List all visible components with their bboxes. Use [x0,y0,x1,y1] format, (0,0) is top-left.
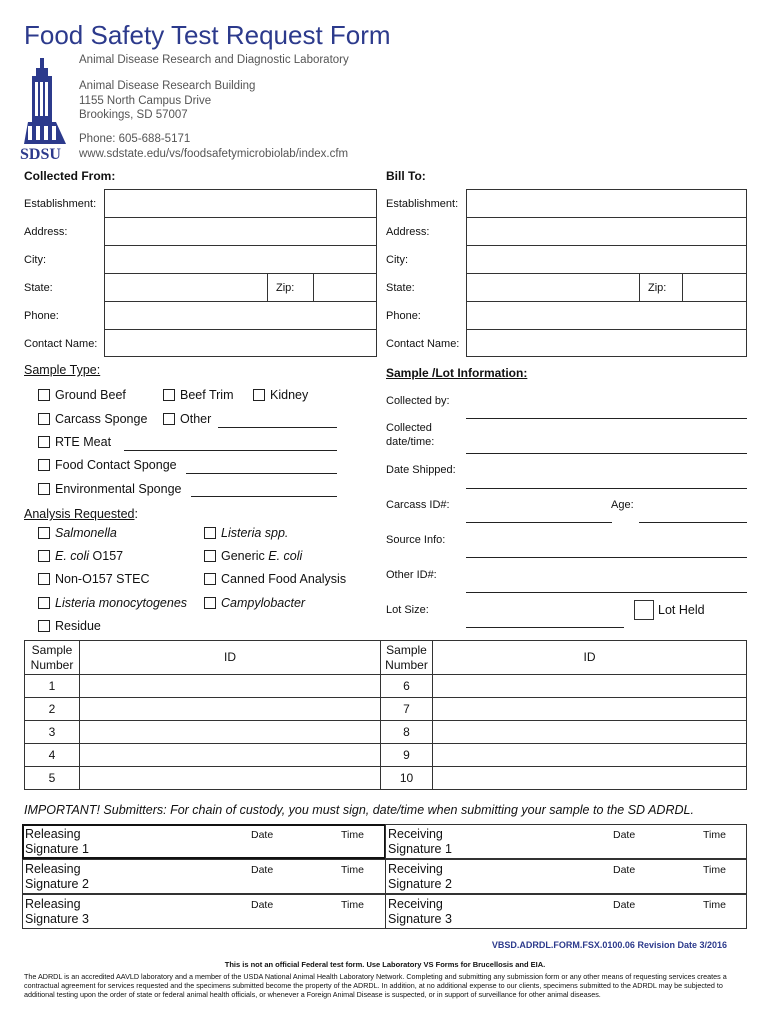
time-label: Time [341,899,364,911]
campylobacter-label: Campylobacter [221,596,306,610]
sample-id-cell[interactable] [433,721,747,744]
sample-header-2: Number [30,657,74,672]
sample-number-cell: 1 [25,675,80,698]
form-revision-id: VBSD.ADRDL.FORM.FSX.0100.06 Revision Date 3/2016 [491,940,727,950]
form-title: Food Safety Test Request Form [24,20,391,50]
releasing-text: Releasing [25,827,81,841]
time-label: Time [341,864,364,876]
listeria-spp-checkbox[interactable] [204,527,216,539]
time-label: Time [341,829,364,841]
receiving-signature-2-label [388,862,452,892]
date-shipped-line[interactable] [466,488,747,489]
collected-zip-label: Zip: [276,282,295,294]
campylobacter-checkbox[interactable] [204,597,216,609]
id-header-left: ID [80,641,381,675]
important-notice: IMPORTANT! Submitters: For chain of custody, you must sign, date/time when submitting your sample to the SD ADRDL. [24,803,694,817]
time-label: Time [703,899,726,911]
analysis-heading [24,507,138,521]
other-line[interactable] [218,427,337,428]
collected-zip-field[interactable] [313,273,377,302]
date-label: Date [613,899,636,911]
other-label: Other [180,412,212,426]
collected-contact-label: Contact Name: [24,338,98,350]
bill-city-label: City: [386,254,408,266]
bill-address-field[interactable] [466,217,747,246]
bill-zip-field[interactable] [682,273,747,302]
bill-state-label: State: [386,282,415,294]
listeria-spp-label: Listeria spp. [221,526,289,540]
collected-state-field[interactable] [104,273,268,302]
collected-establishment-field[interactable] [104,189,377,218]
sample-number-header-right [381,641,433,675]
sample-id-cell[interactable] [80,675,381,698]
sample-id-cell[interactable] [433,767,747,790]
collected-datetime-label-1: Collected [386,422,432,434]
lot-held-checkbox[interactable] [634,600,654,620]
collected-by-line[interactable] [466,418,747,419]
salmonella-checkbox[interactable] [38,527,50,539]
sample-id-cell[interactable] [433,698,747,721]
bill-establishment-label: Establishment: [386,198,459,210]
official-notice: This is not an official Federal test form. Use Laboratory VS Forms for Brucellosis and EIA. [224,960,546,969]
date-shipped-label: Date Shipped: [386,464,456,476]
carcass-id-label: Carcass ID#: [386,499,450,511]
releasing-signature-3-label [25,897,89,927]
rte-meat-label: RTE Meat [55,435,112,449]
residue-checkbox[interactable] [38,620,50,632]
bill-to-heading: Bill To: [386,169,426,183]
bill-contact-label: Contact Name: [386,338,460,350]
source-info-label: Source Info: [386,534,446,546]
beef-trim-label: Beef Trim [180,388,234,402]
releasing-signature-1-label [25,827,89,857]
canned-food-checkbox[interactable] [204,573,216,585]
ground-beef-checkbox[interactable] [38,389,50,401]
date-label: Date [613,829,636,841]
bill-establishment-field[interactable] [466,189,747,218]
generic-prefix: Generic [221,549,269,563]
other-checkbox[interactable] [163,413,175,425]
food-contact-sponge-line[interactable] [186,473,337,474]
rte-meat-checkbox[interactable] [38,436,50,448]
sample-id-table [24,640,747,790]
other-id-line[interactable] [466,592,747,593]
listeria-mono-checkbox[interactable] [38,597,50,609]
age-label: Age: [611,499,634,511]
ecoli-o157-checkbox[interactable] [38,550,50,562]
environmental-sponge-label: Environmental Sponge [55,482,182,496]
collected-datetime-label-2: date/time: [386,436,435,448]
bill-phone-label: Phone: [386,310,421,322]
table-header-row [25,641,747,675]
sample-header-4: Number [385,657,428,672]
bill-state-field[interactable] [466,273,640,302]
collected-address-field[interactable] [104,217,377,246]
collected-from-heading: Collected From: [24,169,116,183]
sample-id-cell[interactable] [80,767,381,790]
ground-beef-label: Ground Beef [55,388,126,402]
receiving-text: Receiving [388,827,443,841]
collected-state-label: State: [24,282,53,294]
signature-3-text: Signature 3 [388,912,452,926]
salmonella-label: Salmonella [55,526,117,540]
generic-ecoli-italic: E. coli [268,549,303,563]
bill-address-label: Address: [386,226,430,238]
sdsu-logo-text: SDSU [20,146,61,163]
time-label: Time [703,829,726,841]
sample-id-cell[interactable] [433,744,747,767]
releasing-text: Releasing [25,862,81,876]
food-contact-sponge-checkbox[interactable] [38,459,50,471]
sample-number-cell: 8 [381,721,433,744]
lot-held-label: Lot Held [658,603,705,617]
sample-number-cell: 7 [381,698,433,721]
food-contact-sponge-label: Food Contact Sponge [55,458,177,472]
sample-id-cell[interactable] [433,675,747,698]
sample-number-cell: 3 [25,721,80,744]
kidney-label: Kidney [270,388,309,402]
rte-meat-line[interactable] [124,450,337,451]
analysis-heading-colon: : [134,507,138,521]
bill-contact-field[interactable] [466,329,747,357]
city-state-zip: Brookings, SD 57007 [79,109,188,121]
street-address: 1155 North Campus Drive [79,95,212,107]
residue-label: Residue [55,619,101,633]
website-url[interactable]: www.sdstate.edu/vs/foodsafetymicrobiolab/index.cfm [79,148,349,160]
collected-establishment-label: Establishment: [24,198,97,210]
building-name: Animal Disease Research Building [79,80,256,92]
sample-number-header-left [25,641,80,675]
receiving-text: Receiving [388,897,443,911]
ecoli-suffix: O157 [89,549,124,563]
canned-food-label: Canned Food Analysis [221,572,347,586]
non-o157-label: Non-O157 STEC [55,572,150,586]
date-label: Date [251,829,274,841]
sample-number-cell: 4 [25,744,80,767]
bill-city-field[interactable] [466,245,747,274]
table-row [25,744,747,767]
collected-city-field[interactable] [104,245,377,274]
signature-1-text: Signature 1 [388,842,452,856]
non-o157-checkbox[interactable] [38,573,50,585]
signature-2-text: Signature 2 [25,877,89,891]
ecoli-o157-label [55,549,123,563]
sample-id-cell[interactable] [80,744,381,767]
releasing-signature-2-label [25,862,89,892]
sample-type-heading: Sample Type: [24,363,101,377]
generic-ecoli-checkbox[interactable] [204,550,216,562]
beef-trim-checkbox[interactable] [163,389,175,401]
releasing-text: Releasing [25,897,81,911]
receiving-text: Receiving [388,862,443,876]
bill-phone-field[interactable] [466,301,747,330]
ecoli-italic: E. coli [55,549,90,563]
collected-phone-field[interactable] [104,301,377,330]
receiving-signature-1-label [388,827,452,857]
lot-info-heading: Sample /Lot Information: [386,366,528,380]
date-label: Date [613,864,636,876]
lab-name: Animal Disease Research and Diagnostic Laboratory [79,54,349,66]
sample-header-1: Sample [31,642,73,657]
collected-by-label: Collected by: [386,395,450,407]
table-row [25,675,747,698]
lot-size-label: Lot Size: [386,604,429,616]
sample-number-cell: 2 [25,698,80,721]
collected-phone-label: Phone: [24,310,59,322]
collected-city-label: City: [24,254,46,266]
environmental-sponge-line[interactable] [191,496,337,497]
sample-number-cell: 6 [381,675,433,698]
signature-1-text: Signature 1 [25,842,89,856]
signature-3-text: Signature 3 [25,912,89,926]
table-row [25,767,747,790]
sample-number-cell: 5 [25,767,80,790]
carcass-sponge-label: Carcass Sponge [55,412,148,426]
age-line[interactable] [639,522,747,523]
disclaimer-text: The ADRDL is an accredited AAVLD laboratory and a member of the USDA National Animal Health Laboratory Network. Completing and submitting any submission form or any other means of requesting services creates a contractual agreement for services requested and the specimens submitted become the property of the ADRDL. In addition, at no additional expense to our clients, specimens submitted to the ADRDL may be subjected to additional testing upon the order of state or federal animal health officials, or whenever a Foreign Animal Disease is suspected, or in support of surveillance for other animal diseases. [24,972,727,999]
collected-datetime-line[interactable] [466,453,747,454]
environmental-sponge-checkbox[interactable] [38,483,50,495]
sample-id-cell[interactable] [80,721,381,744]
time-label: Time [703,864,726,876]
carcass-id-line[interactable] [466,522,612,523]
other-id-label: Other ID#: [386,569,437,581]
table-row [25,721,747,744]
table-row [25,698,747,721]
sample-header-3: Sample [386,642,427,657]
receiving-signature-3-label [388,897,452,927]
listeria-mono-label: Listeria monocytogenes [55,596,188,610]
generic-ecoli-label [221,549,302,563]
date-label: Date [251,899,274,911]
carcass-sponge-checkbox[interactable] [38,413,50,425]
date-label: Date [251,864,274,876]
collected-contact-field[interactable] [104,329,377,357]
bill-zip-label: Zip: [648,282,667,294]
sample-number-cell: 10 [381,767,433,790]
analysis-heading-text: Analysis Requested [24,507,135,521]
sample-number-cell: 9 [381,744,433,767]
source-info-line[interactable] [466,557,747,558]
collected-address-label: Address: [24,226,68,238]
lot-size-line[interactable] [466,627,624,628]
sample-id-cell[interactable] [80,698,381,721]
kidney-checkbox[interactable] [253,389,265,401]
phone-number: Phone: 605-688-5171 [79,133,191,145]
signature-2-text: Signature 2 [388,877,452,891]
id-header-right: ID [433,641,747,675]
